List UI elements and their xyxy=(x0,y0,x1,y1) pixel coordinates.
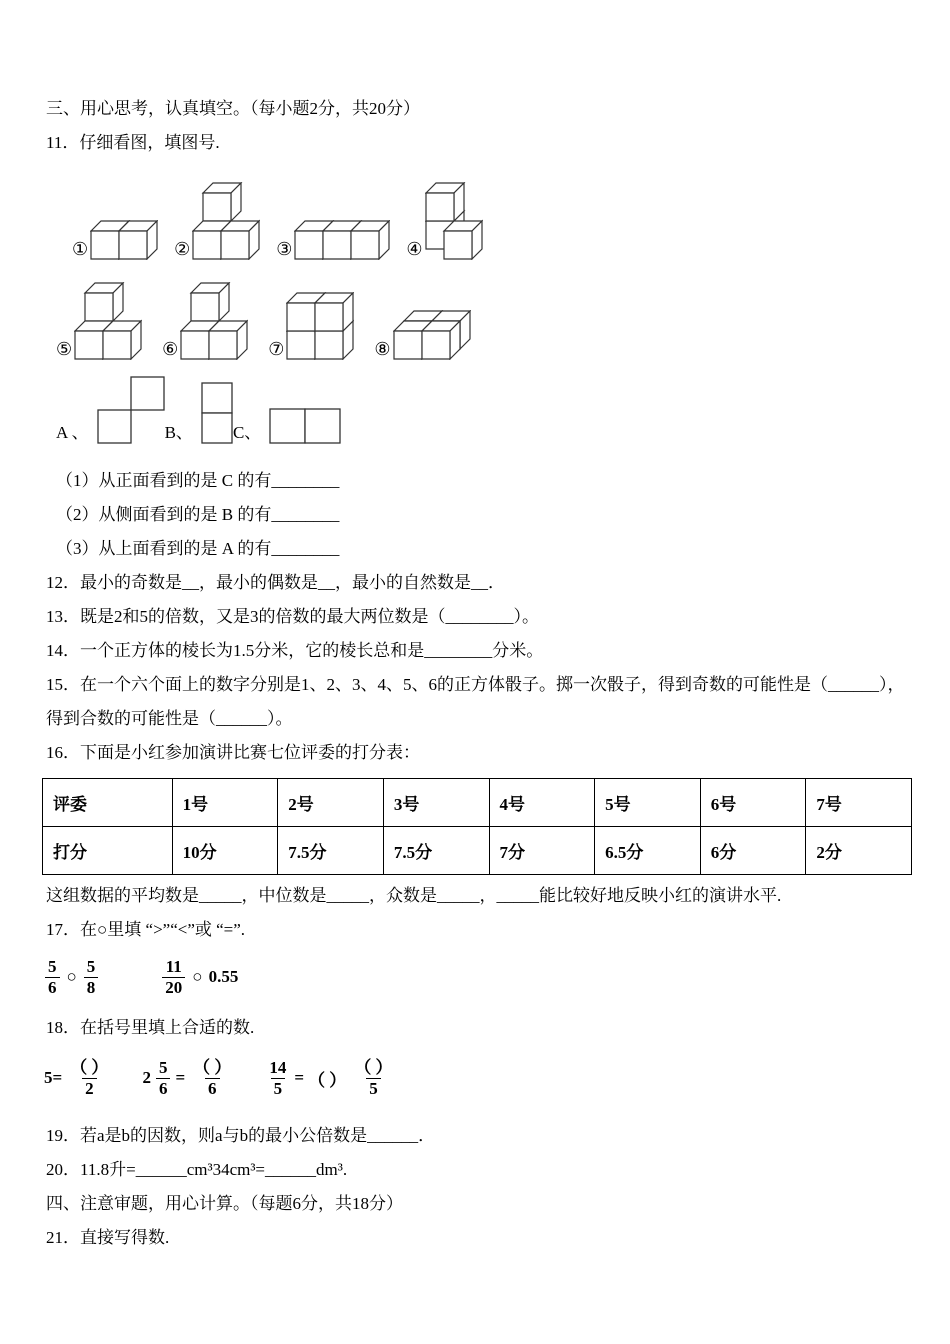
score-5: 6.5分 xyxy=(595,827,701,875)
cube-drawing-3 xyxy=(294,220,390,260)
figure-number-2: ② xyxy=(174,239,191,260)
q19: 19．若a是b的因数，则a与b的最小公倍数是______． xyxy=(46,1126,436,1145)
cube-figure-3 xyxy=(276,220,390,260)
score-1: 10分 xyxy=(172,827,278,875)
q20: 20．11.8升=______cm³34cm³=______dm³. xyxy=(46,1160,348,1179)
eq2-fraction-lhs: $\frac{5}{6}$ xyxy=(156,1058,171,1098)
header-judge-2: 2号 xyxy=(278,779,384,827)
q11-sub3: （3）从上面看到的是 A 的有________ xyxy=(56,539,340,558)
compare-circle-2: ○ xyxy=(192,967,203,986)
q16-after: 这组数据的平均数是_____，中位数是_____，众数是_____，_____能比较好地反映小红的演讲水平. xyxy=(46,886,782,905)
eq2-fraction-rhs: $\frac{( )}{6}$ xyxy=(193,1057,232,1098)
section-3-title: 三、用心思考，认真填空。（每小题2分，共20分） xyxy=(46,99,420,118)
eq3-whole-paren: （ ） xyxy=(308,1070,347,1090)
q11-sub2: （2）从侧面看到的是 B 的有________ xyxy=(56,505,340,524)
score-table xyxy=(42,778,912,875)
score-6: 6分 xyxy=(700,827,806,875)
figure-number-5: ⑤ xyxy=(56,339,73,360)
score-label: 打分 xyxy=(43,827,173,875)
eq3-fraction-lhs: $\frac{14}{5}$ xyxy=(269,1057,287,1098)
eq3-equals: = xyxy=(294,1068,305,1087)
q12: 12．最小的奇数是__，最小的偶数是__，最小的自然数是__． xyxy=(46,573,505,592)
option-c-label: C、 xyxy=(232,423,262,442)
fraction-11-20: $\frac{11}{20}$ xyxy=(162,957,185,997)
q11-stem: 11．仔细看图，填图号. xyxy=(46,133,220,152)
q14: 14．一个正方体的棱长为1.5分米，它的棱长总和是________分米。 xyxy=(46,641,544,660)
cube-drawing-2 xyxy=(192,182,260,260)
q17-comparison-1 xyxy=(44,957,99,997)
header-judge-7: 7号 xyxy=(806,779,912,827)
q11-subquestions xyxy=(42,464,912,566)
cube-figures-row-1 xyxy=(72,182,912,260)
score-4: 7分 xyxy=(489,827,595,875)
header-judge-4: 4号 xyxy=(489,779,595,827)
section-4-title: 四、注意审题，用心计算。（每题6分，共18分） xyxy=(46,1194,403,1213)
shape-a xyxy=(97,376,165,444)
figure-number-8: ⑧ xyxy=(374,339,391,360)
header-judge-6: 6号 xyxy=(700,779,806,827)
shape-c xyxy=(269,408,341,444)
score-table-scores-row xyxy=(43,827,912,875)
eq2-whole: 2 xyxy=(142,1068,151,1087)
figure-number-7: ⑦ xyxy=(268,339,285,360)
view-options-row xyxy=(56,374,912,444)
header-judge-3: 3号 xyxy=(383,779,489,827)
eq1-lhs: 5= xyxy=(44,1068,63,1087)
cube-figures-row-2 xyxy=(56,282,912,360)
header-judge: 评委 xyxy=(43,779,173,827)
shape-b xyxy=(201,382,233,444)
cube-drawing-4 xyxy=(425,182,483,260)
cube-figure-6 xyxy=(162,282,248,360)
q18-eq1 xyxy=(44,1058,112,1098)
cube-figure-2 xyxy=(174,182,260,260)
cube-drawing-5 xyxy=(74,282,142,360)
eq3-fraction-rhs: $\frac{( )}{5}$ xyxy=(354,1057,393,1098)
cube-figure-7 xyxy=(268,292,354,360)
option-a-label: A 、 xyxy=(56,423,89,442)
q17-stem: 17．在○里填 “>”“<”或 “=”. xyxy=(46,920,246,939)
cube-figure-4 xyxy=(406,182,482,260)
cube-figure-8 xyxy=(374,310,470,360)
figure-number-6: ⑥ xyxy=(162,339,179,360)
fraction-5-8: $\frac{5}{8}$ xyxy=(84,957,99,997)
figure-number-1: ① xyxy=(72,239,89,260)
cube-drawing-1 xyxy=(90,220,158,260)
fraction-5-6: $\frac{5}{6}$ xyxy=(45,957,60,997)
cube-figure-5 xyxy=(56,282,142,360)
q18-eq2 xyxy=(142,1058,235,1098)
option-b-label: B、 xyxy=(164,423,193,442)
score-3: 7.5分 xyxy=(383,827,489,875)
figure-number-3: ③ xyxy=(276,239,293,260)
decimal-value: 0.55 xyxy=(208,967,239,986)
q21-stem: 21．直接写得数. xyxy=(46,1228,170,1247)
q17-comparisons xyxy=(44,951,912,1003)
compare-circle-1: ○ xyxy=(66,967,77,986)
q13: 13．既是2和5的倍数，又是3的倍数的最大两位数是（________）。 xyxy=(46,607,539,626)
cube-drawing-8 xyxy=(393,310,471,360)
score-7: 2分 xyxy=(806,827,912,875)
eq2-equals: = xyxy=(175,1068,186,1087)
q11-sub1: （1）从正面看到的是 C 的有________ xyxy=(56,471,340,490)
q18-stem: 18．在括号里填上合适的数. xyxy=(46,1018,255,1037)
eq1-fraction: $\frac{( )}{2}$ xyxy=(70,1057,109,1098)
q16-stem: 16．下面是小红参加演讲比赛七位评委的打分表： xyxy=(46,743,420,762)
q15: 15．在一个六个面上的数字分别是1、2、3、4、5、6的正方体骰子。掷一次骰子，得到奇数的可能性是（______），得到合数的可能性是（______）。 xyxy=(46,675,905,728)
figure-number-4: ④ xyxy=(406,239,423,260)
cube-drawing-7 xyxy=(286,292,354,360)
score-table-header-row xyxy=(43,779,912,827)
q18-eq3 xyxy=(265,1058,396,1098)
header-judge-1: 1号 xyxy=(172,779,278,827)
cube-figure-1 xyxy=(72,220,158,260)
q17-comparison-2 xyxy=(161,957,238,997)
cube-drawing-6 xyxy=(180,282,248,360)
q18-equations xyxy=(44,1049,912,1107)
score-2: 7.5分 xyxy=(278,827,384,875)
header-judge-5: 5号 xyxy=(595,779,701,827)
